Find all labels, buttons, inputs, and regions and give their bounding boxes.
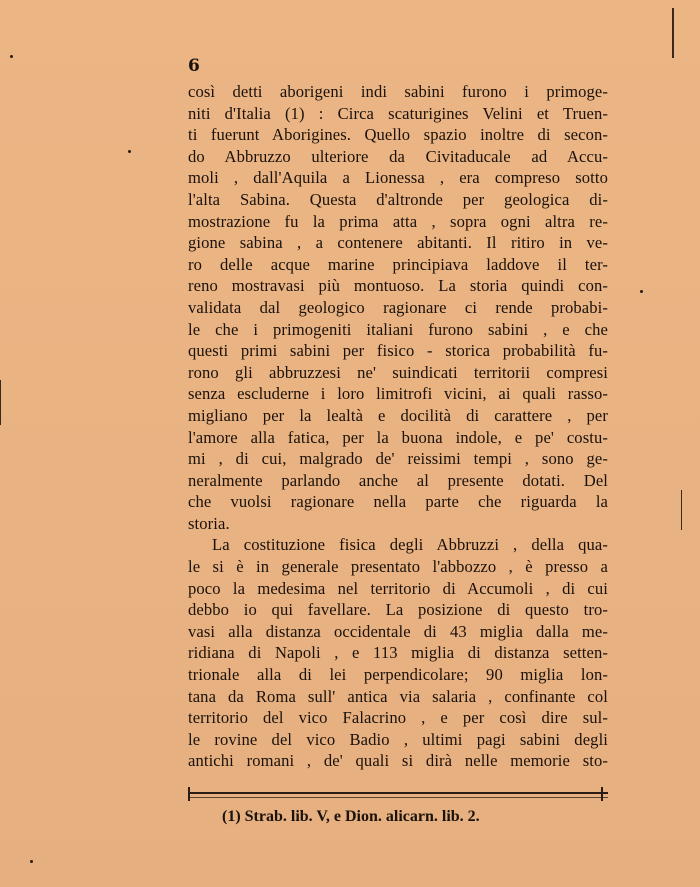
- page-number: 6: [188, 56, 200, 76]
- text-line: ro delle acque marine principiava laddove il ter-: [188, 254, 608, 274]
- text-line: storia.: [188, 513, 230, 533]
- footnote-rule: [188, 797, 608, 798]
- text-line: le si è in generale presentato l'abbozzo , è presso a: [188, 557, 608, 577]
- paper-speck: [30, 860, 33, 863]
- paper-speck: [128, 150, 131, 153]
- text-line: le rovine del vico Badio , ultimi pagi sabini degli: [188, 729, 608, 749]
- footnote: (1) Strab. lib. V, e Dion. alicarn. lib. 2.: [222, 808, 480, 825]
- text-line: poco la medesima nel territorio di Accumoli , di cui: [188, 578, 608, 598]
- text-line: vasi alla distanza occidentale di 43 miglia dalla me-: [188, 621, 608, 641]
- text-line: trionale alla di lei perpendicolare; 90 miglia lon-: [188, 665, 608, 685]
- text-line: do Abbruzzo ulteriore da Civitaducale ad Accu-: [188, 146, 608, 166]
- text-line: validata dal geologico ragionare ci rende probabi-: [188, 297, 608, 317]
- text-line: mostrazione fu la prima atta , sopra ogni altra re-: [188, 211, 608, 231]
- text-line: rono gli abbruzzesi ne' suindicati territorii compresi: [188, 362, 608, 382]
- text-line: niti d'Italia (1) : Circa scaturigines Velini et Truen-: [188, 103, 608, 123]
- paper-speck: [10, 55, 13, 58]
- text-line: questi primi sabini per fisico - storica probabilità fu-: [188, 341, 608, 361]
- text-line: che vuolsi ragionare nella parte che riguarda la: [188, 492, 608, 512]
- scan-edge-mark: [681, 490, 682, 530]
- paragraph-start-line: La costituzione fisica degli Abbruzzi , della qua-: [212, 535, 608, 555]
- text-line: reno mostravasi più montuoso. La storia quindi con-: [188, 276, 608, 296]
- text-line: ridiana di Napoli , e 113 miglia di distanza setten-: [188, 643, 608, 663]
- body-text: [188, 81, 608, 772]
- text-line: l'amore alla fatica, per la buona indole, e pe' costu-: [188, 427, 608, 447]
- text-line: territorio del vico Falacrino , e per così dire sul-: [188, 708, 608, 728]
- text-line: così detti aborigeni indi sabini furono i primoge-: [188, 82, 608, 101]
- text-line: l'alta Sabina. Questa d'altronde per geologica di-: [188, 189, 608, 209]
- text-line: tana da Roma sull' antica via salaria , confinante col: [188, 686, 608, 706]
- text-line: debbo io qui favellare. La posizione di questo tro-: [188, 600, 608, 620]
- footnote-rule-tick: [601, 787, 603, 801]
- text-line: gione sabina , a contenere abitanti. Il ritiro in ve-: [188, 233, 608, 253]
- text-line: neralmente parlando anche al presente dotati. Del: [188, 470, 608, 490]
- footnote-rule: [188, 792, 608, 794]
- text-line: senza escluderne i loro limitrofi vicini, ai quali rasso-: [188, 384, 608, 404]
- footnote-rule-tick: [188, 787, 190, 801]
- text-line: ti fuerunt Aborigines. Quello spazio inoltre di secon-: [188, 125, 608, 145]
- text-line: migliano per la lealtà e docilità di carattere , per: [188, 405, 608, 425]
- text-line: antichi romani , de' quali si dirà nelle memorie sto-: [188, 751, 608, 771]
- text-line: moli , dall'Aquila a Lionessa , era compreso sotto: [188, 168, 608, 188]
- scan-edge-mark: [0, 380, 1, 425]
- text-line: mi , di cui, malgrado de' reissimi tempi , sono ge-: [188, 449, 608, 469]
- text-line: le che i primogeniti italiani furono sabini , e che: [188, 319, 608, 339]
- paper-speck: [640, 290, 643, 293]
- scan-edge-mark: [672, 8, 674, 58]
